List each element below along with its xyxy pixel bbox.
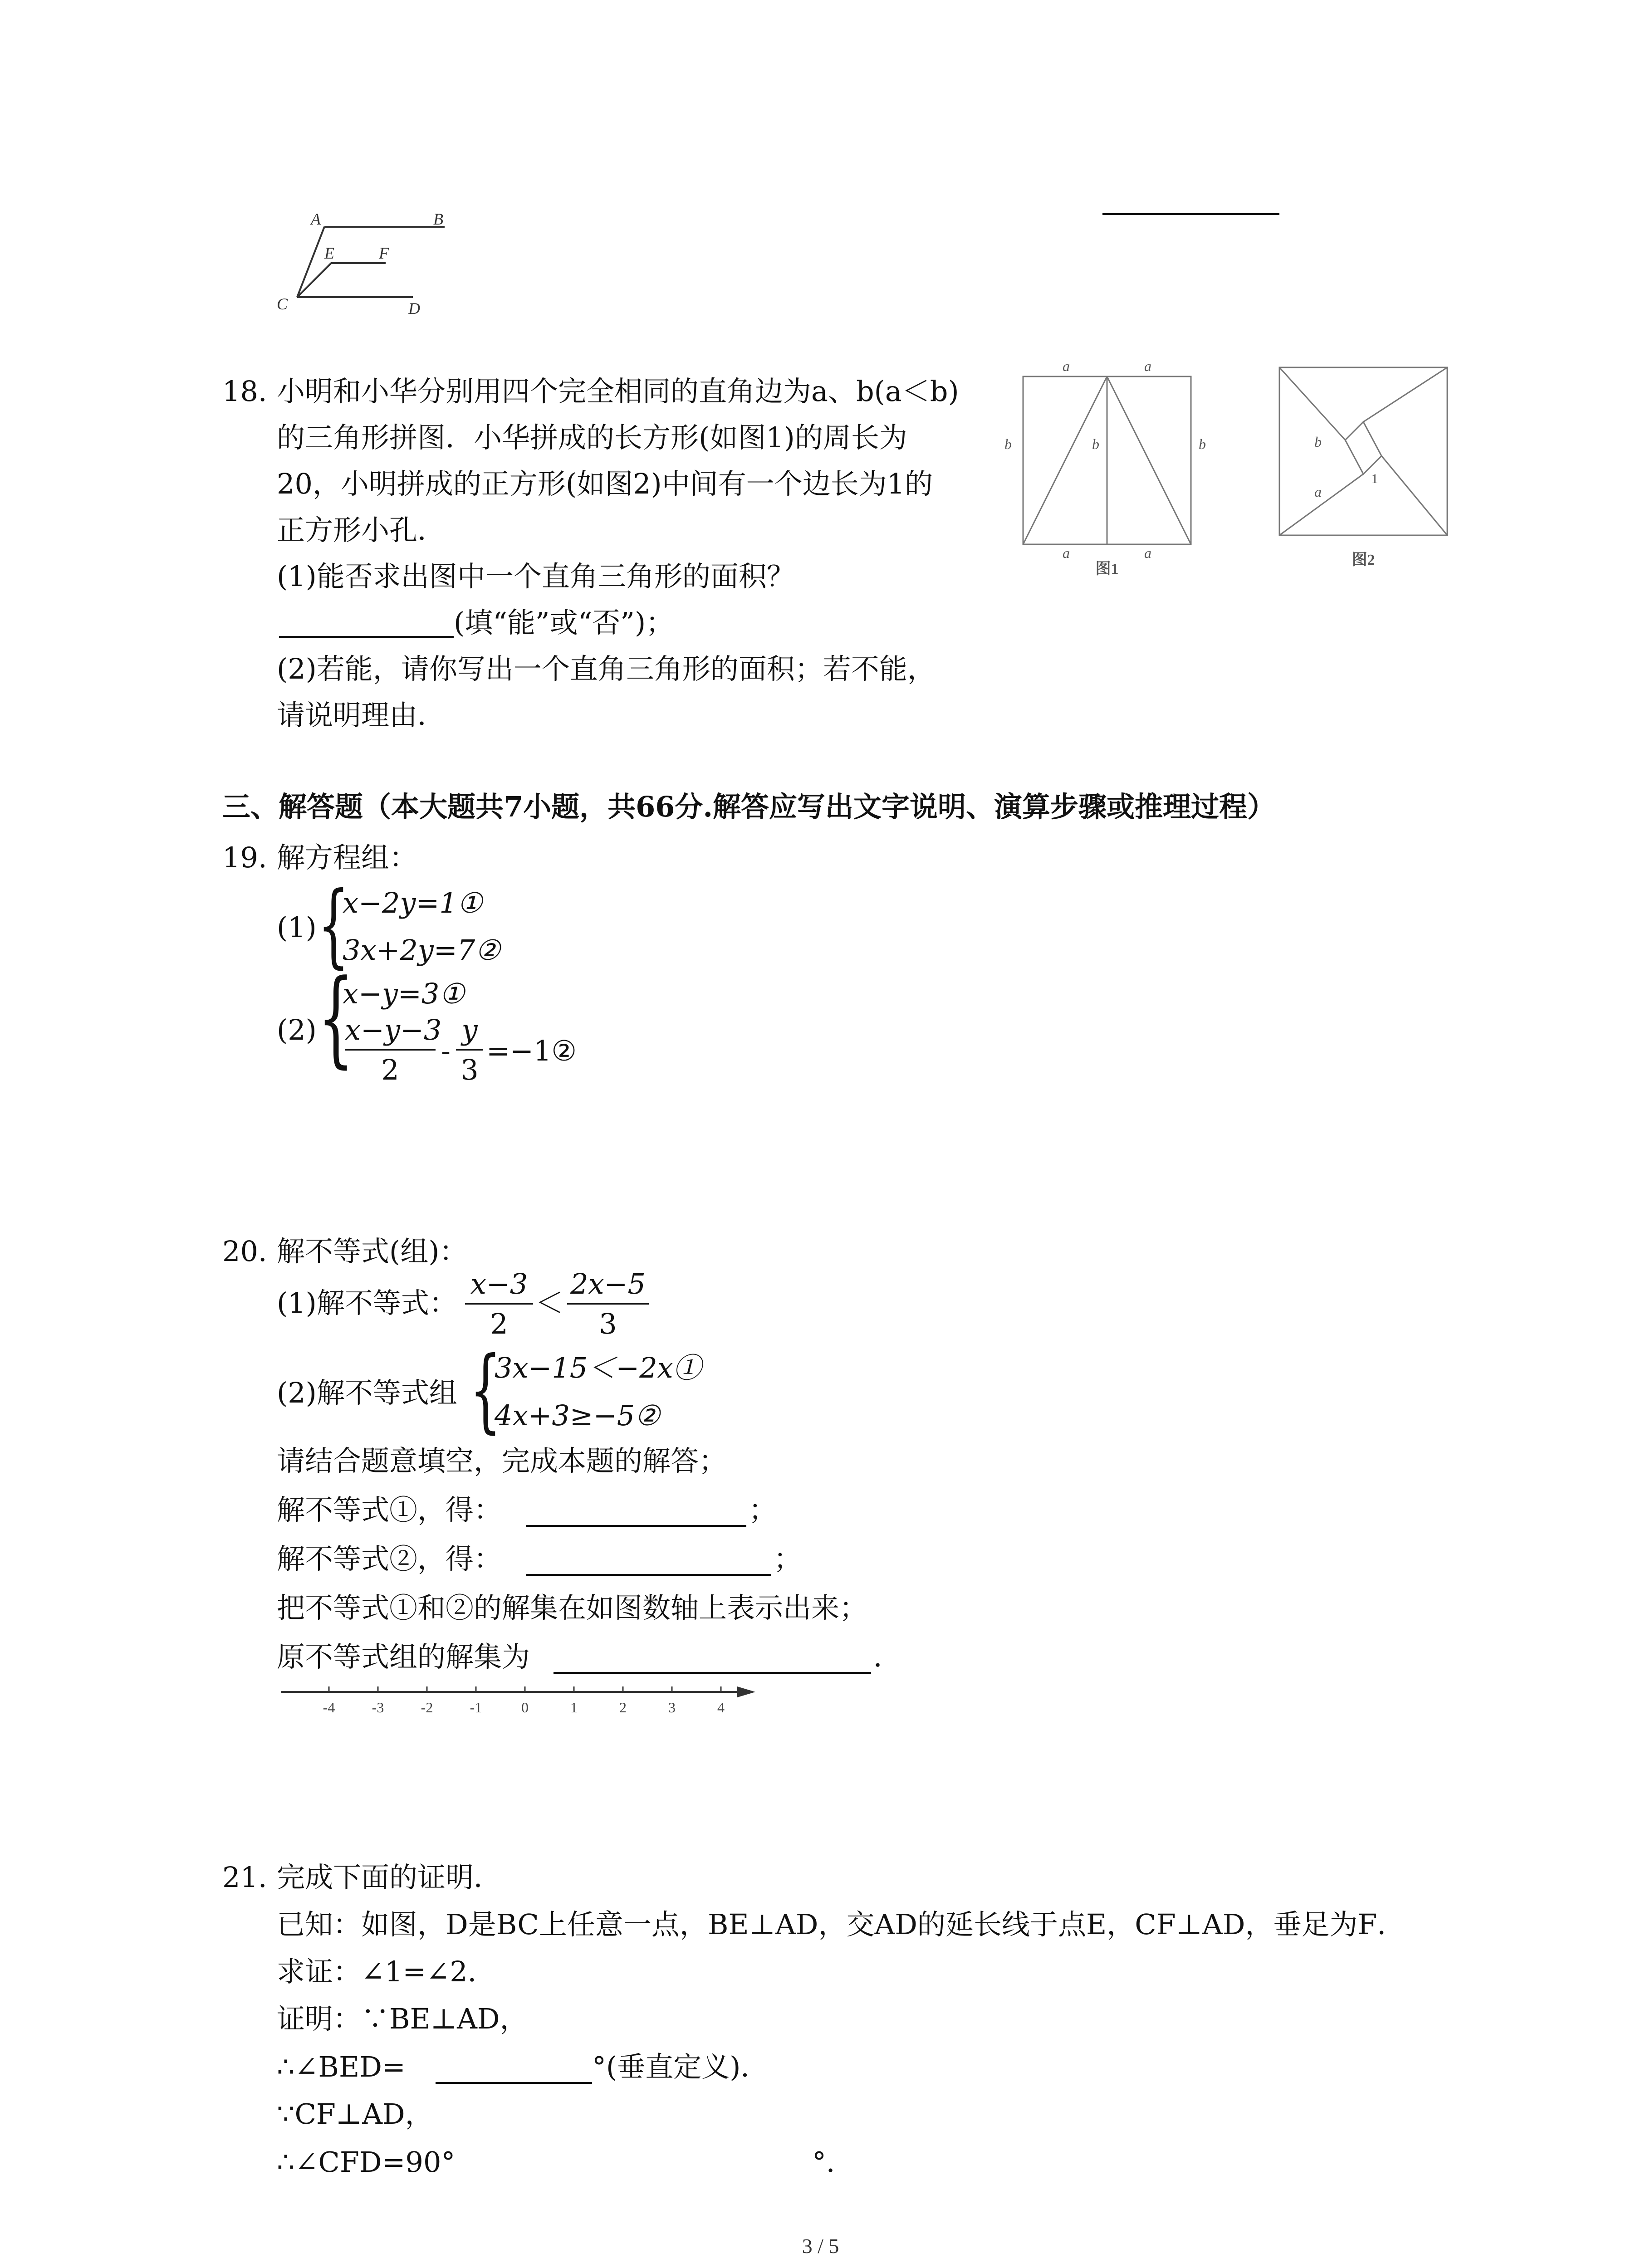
fig1-top-a-right: a (1144, 358, 1151, 374)
q20-part2-label: (2)解不等式组 (277, 1376, 457, 1409)
number-line-label: 4 (717, 1699, 725, 1716)
q18-line-2: 的三角形拼图．小华拼成的长方形(如图1)的周长为 (277, 421, 907, 454)
q19-part2-brace: { (318, 958, 354, 1079)
q19-part2-frac1 (345, 1013, 442, 1086)
q20-frac1-denominator: 2 (490, 1307, 508, 1340)
q18-line-5: (1)能否求出图中一个直角三角形的面积？ (277, 560, 795, 593)
number-line-label: 0 (521, 1699, 529, 1716)
q18-figure-1 (998, 358, 1207, 576)
q20-line-4: 把不等式①和②的解集在如图数轴上表示出来； (277, 1591, 868, 1624)
q21-proof-1: 证明：∵BE⊥AD， (277, 2002, 528, 2035)
q17-answer-blank[interactable] (1102, 213, 1279, 215)
q21-number: 21. (222, 1861, 267, 1894)
q18-number: 18. (222, 375, 267, 408)
q20-line-3-semicolon: ； (774, 1542, 802, 1575)
page-number: 3 / 5 (802, 2234, 839, 2258)
fig2-label-b: b (1314, 434, 1322, 450)
q21-proof-2b: °(垂直定义)． (592, 2050, 769, 2083)
q19-part1-label: (1) (277, 911, 317, 944)
q20-line-1: 请结合题意填空，完成本题的解答； (277, 1444, 727, 1477)
fig2-label-one: 1 (1371, 471, 1378, 486)
fig2-caption: 图2 (1352, 552, 1375, 568)
q21-intro: 完成下面的证明． (277, 1861, 502, 1894)
q21-proof-3: ∵CF⊥AD， (277, 2097, 433, 2131)
q20-frac2-denominator: 3 (599, 1307, 617, 1340)
q19-frac1-denominator: 2 (381, 1053, 399, 1086)
q21-proof-4b: °． (812, 2146, 855, 2179)
fig1-top-a-left: a (1063, 358, 1070, 374)
q19-part2-frac2 (456, 1013, 483, 1086)
q20-part2-eq2: 4x+3≥−5② (495, 1399, 660, 1432)
q21-given: 已知：如图，D是BC上任意一点，BE⊥AD，交AD的延长线于点E，CF⊥AD，垂足为F． (277, 1908, 1406, 1941)
fig17-label-a: A (311, 210, 321, 228)
q20-part1-frac2 (567, 1267, 649, 1340)
fig17-label-f: F (379, 244, 389, 262)
q18-answer-blank[interactable] (279, 636, 454, 638)
fig17-label-e: E (324, 244, 334, 262)
q19-frac1-numerator: x−y−3 (345, 1013, 442, 1046)
q20-part1-label: (1)解不等式： (277, 1286, 457, 1320)
number-line-label: -1 (470, 1699, 482, 1716)
number-line-label: -2 (421, 1699, 433, 1716)
q20-number-line[interactable] (277, 1678, 758, 1728)
q20-part2-eq1: 3x−15＜−2x① (495, 1351, 701, 1384)
number-line-label: 1 (570, 1699, 578, 1716)
q21-bed-blank[interactable] (436, 2082, 592, 2084)
fig1-caption: 图1 (1095, 561, 1119, 576)
fig2-label-a: a (1314, 484, 1322, 500)
q20-ineq2-blank[interactable] (526, 1574, 771, 1576)
q18-line-1: 小明和小华分别用四个完全相同的直角边为a、b(a＜b) (277, 375, 959, 408)
q20-part1-op: ＜ (535, 1286, 564, 1320)
q17-figure (268, 209, 458, 322)
q19-part1-eq1: x−2y=1① (343, 886, 483, 919)
fig17-label-c: C (277, 295, 288, 313)
fig1-bottom-a-right: a (1144, 545, 1151, 561)
q19-part2-rhs: =−1② (486, 1034, 577, 1067)
fig1-bottom-a-left: a (1063, 545, 1070, 561)
q21-proof-2a: ∴∠BED= (277, 2050, 406, 2083)
q18-line-6: (2)若能，请你写出一个直角三角形的面积；若不能， (277, 652, 936, 685)
fig1-mid-b: b (1092, 436, 1099, 452)
number-line-label: 3 (668, 1699, 676, 1716)
q19-number: 19. (222, 841, 267, 874)
q20-line-2: 解不等式①，得： (277, 1493, 502, 1526)
q18-line-4: 正方形小孔． (277, 513, 446, 547)
q20-number: 20. (222, 1235, 267, 1268)
fig1-left-b: b (1004, 436, 1012, 452)
q18-line-3: 20，小明拼成的正方形(如图2)中间有一个边长为1的 (277, 467, 933, 500)
q20-ineq1-blank[interactable] (526, 1525, 746, 1527)
q20-line-3: 解不等式②，得： (277, 1542, 502, 1575)
q19-part1-brace: { (318, 872, 349, 978)
number-line-label: -4 (323, 1699, 335, 1716)
q21-prove: 求证：∠1=∠2． (277, 1955, 496, 1988)
q18-line-7: 请说明理由． (277, 699, 446, 732)
q20-frac2-numerator: 2x−5 (570, 1267, 646, 1300)
q19-part2-minus: - (441, 1034, 451, 1067)
q18-figure-2 (1270, 363, 1452, 576)
q20-line-2-semicolon: ； (749, 1493, 777, 1526)
q18-fill-hint: (填“能”或“否”)； (454, 606, 674, 639)
q19-frac2-numerator: y (461, 1013, 478, 1046)
q20-solution-blank[interactable] (554, 1672, 871, 1674)
q19-frac2-denominator: 3 (460, 1053, 479, 1086)
q19-intro: 解方程组： (277, 841, 418, 874)
number-line-label: 2 (619, 1699, 627, 1716)
q19-part2-eq1: x−y=3① (343, 977, 465, 1010)
q20-line-5: 原不等式组的解集为 (277, 1640, 530, 1673)
q19-part1-eq2: 3x+2y=7② (343, 934, 500, 967)
q20-part1-frac1 (465, 1267, 533, 1340)
q21-proof-4a: ∴∠CFD=90° (277, 2146, 456, 2179)
section-3-title: 三、解答题（本大题共7小题，共66分.解答应写出文字说明、演算步骤或推理过程） (222, 790, 1276, 823)
fig1-right-b: b (1199, 436, 1206, 452)
q20-line-5-period: ． (873, 1640, 902, 1673)
fig17-label-b: B (433, 210, 443, 228)
q20-intro: 解不等式(组)： (277, 1235, 468, 1268)
number-line-labels (323, 1699, 725, 1716)
number-line-label: -3 (372, 1699, 384, 1716)
q19-part2-label: (2) (277, 1013, 317, 1046)
fig17-label-d: D (408, 299, 420, 318)
q20-frac1-numerator: x−3 (470, 1267, 528, 1300)
q20-part2-brace: { (470, 1337, 501, 1443)
